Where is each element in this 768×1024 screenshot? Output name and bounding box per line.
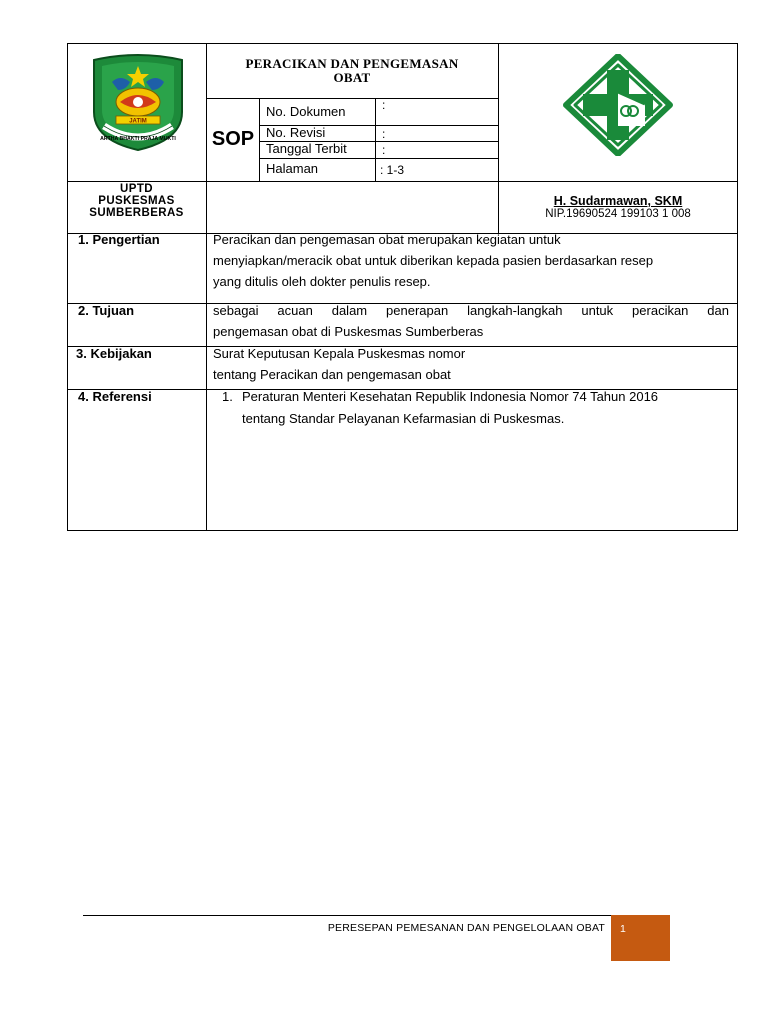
divider: [259, 98, 260, 181]
document-title-line1: PERACIKAN DAN PENGEMASAN: [245, 56, 459, 71]
section-label-kebijakan: 3. Kebijakan: [76, 346, 152, 361]
section-label-pengertian: 1. Pengertian: [78, 232, 160, 247]
footer-rule: [83, 915, 611, 916]
divider: [67, 181, 738, 182]
page-number-box: [611, 915, 670, 961]
org-unit-line1: UPTD: [120, 183, 153, 195]
doc-number-value: :: [382, 98, 386, 112]
puskesmas-logo: [563, 54, 673, 156]
divider: [259, 158, 498, 159]
reference-list-number: 1.: [222, 389, 233, 404]
divider: [375, 98, 376, 181]
document-title-line2: OBAT: [333, 70, 371, 85]
emblem-motto-text: ARTHA BHAKTI PRAJA MUKTI: [100, 136, 176, 142]
section-text-line: sebagai acuan dalam penerapan langkah-langkah untuk peracikan dan: [213, 303, 729, 318]
org-unit-line2: PUSKESMAS: [98, 195, 175, 207]
signer-nip: NIP.19690524 199103 1 008: [545, 208, 691, 220]
page-label: Halaman: [266, 161, 319, 176]
revision-label: No. Revisi: [266, 125, 326, 140]
revision-value: :: [382, 127, 386, 141]
section-text-line: Peraturan Menteri Kesehatan Republik Indonesia Nomor 74 Tahun 2016: [242, 389, 659, 404]
regional-emblem: [90, 52, 186, 152]
issue-date-value: :: [382, 143, 386, 157]
section-label-referensi: 4. Referensi: [78, 389, 152, 404]
section-text-line: tentang Peracikan dan pengemasan obat: [213, 367, 451, 382]
doc-number-label: No. Dokumen: [266, 104, 346, 119]
page-number: 1: [620, 923, 626, 935]
section-text-line: tentang Standar Pelayanan Kefarmasian di Puskesmas.: [242, 411, 565, 426]
signer-name: H. Sudarmawan, SKM: [553, 194, 683, 208]
section-text-line: Surat Keputusan Kepala Puskesmas nomor: [213, 346, 466, 361]
section-text-line: yang ditulis oleh dokter penulis resep.: [213, 274, 431, 289]
section-label-tujuan: 2. Tujuan: [78, 303, 135, 318]
section-text-line: pengemasan obat di Puskesmas Sumberberas: [213, 324, 484, 339]
footer-title: PERESEPAN PEMESANAN DAN PENGELOLAAN OBAT: [327, 922, 605, 934]
emblem-banner-text: JATIM: [129, 118, 147, 125]
section-text-line: Peracikan dan pengemasan obat merupakan kegiatan untuk: [213, 232, 561, 247]
issue-date-label: Tanggal Terbit: [266, 141, 347, 156]
sop-label: SOP: [211, 128, 255, 150]
page-value: : 1-3: [380, 163, 405, 177]
section-text-line: menyiapkan/meracik obat untuk diberikan kepada pasien berdasarkan resep: [213, 253, 654, 268]
org-unit-line3: SUMBERBERAS: [89, 207, 184, 219]
divider: [206, 43, 207, 531]
divider: [206, 98, 498, 99]
